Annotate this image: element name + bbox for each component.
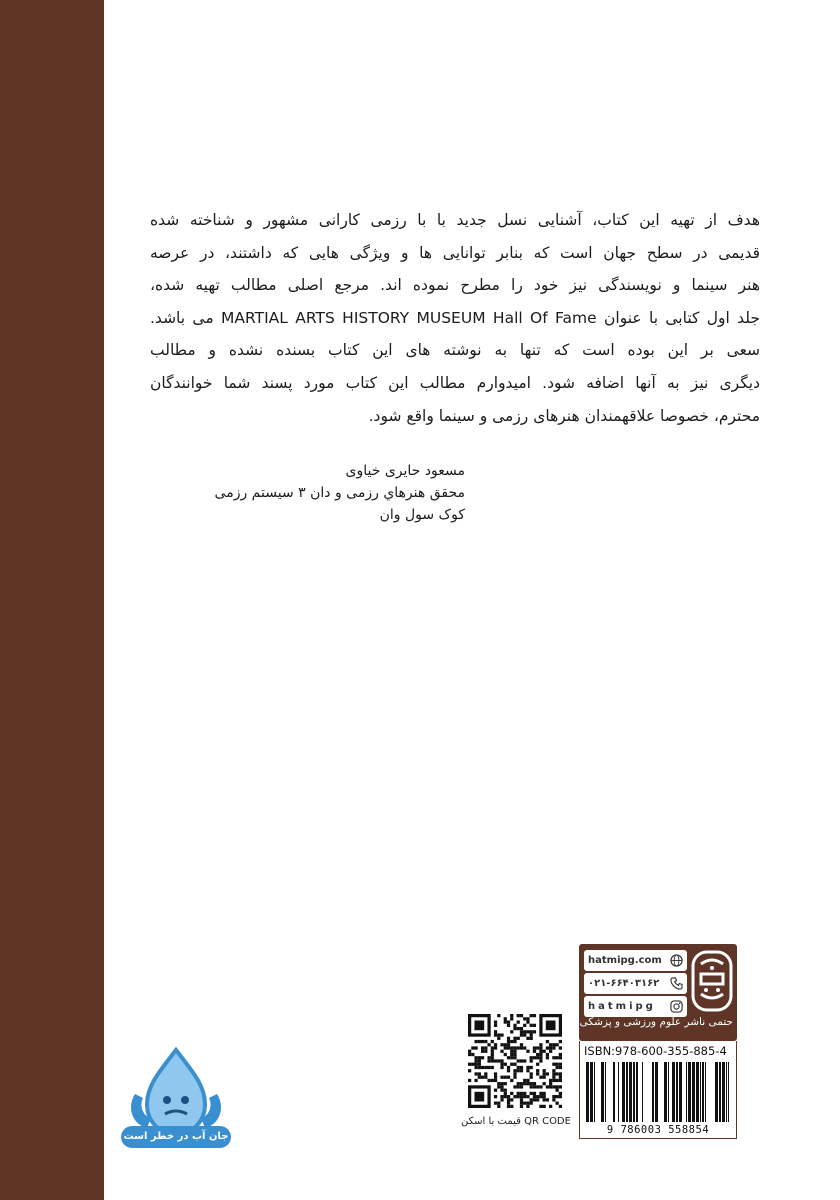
author-signature: [214, 460, 465, 526]
instagram-row: [584, 996, 687, 1017]
website-text[interactable]: hatmipg.com: [588, 955, 662, 966]
publisher-logo: [691, 950, 733, 1012]
author-style: کوک سول وان: [379, 507, 465, 523]
blurb-line: هنر سینما و نویسندگی نیز خود را مطرح نموده اند. مرجع اصلی مطالب تهیه شده،: [150, 276, 760, 295]
water-warning-badge: [117, 1046, 235, 1152]
barcode-number: 9 786003 558854: [606, 1124, 710, 1136]
blurb-line: دیگری نیز به آنها اضافه شود. امیدوارم مطالب این کتاب مورد پسند شما خوانندگان: [150, 373, 760, 392]
blurb-line: سعی بر این بوده است که تنها به نوشته های این کتاب بسنده نشده و مطالب: [150, 341, 760, 360]
author-title: محقق هنرهاي رزمی و دان ۳ سیستم رزمی: [214, 485, 465, 501]
isbn-barcode-block: [579, 1041, 737, 1139]
blurb-line: محترم، خصوصا علاقهمندان هنرهای رزمی و سینما واقع شود.: [368, 406, 760, 425]
instagram-icon: [670, 1000, 683, 1013]
publisher-tagline: حتمی ناشر علوم ورزشی و پزشکی: [579, 1016, 733, 1028]
barcode: [580, 1060, 736, 1124]
globe-icon: [670, 954, 683, 967]
isbn-label: ISBN:978-600-355-885-4: [584, 1044, 727, 1058]
qr-code[interactable]: [468, 1014, 562, 1108]
author-name: مسعود حایری خیاوی: [345, 463, 465, 479]
blurb-line: قدیمی در سطح جهان است که بنابر توانایی ها و ویژگی هایی که داشتند، در عرصه: [150, 243, 760, 262]
blurb-line: جلد اول کتابی با عنوان MARTIAL ARTS HISTORY MUSEUM Hall Of Fame می باشد.: [150, 308, 760, 327]
phone-row: [584, 973, 687, 994]
phone-text[interactable]: ۰۲۱-۶۶۴۰۳۱۶۲: [588, 978, 660, 989]
publisher-panel: [579, 944, 737, 1041]
badge-label: جان آب در خطر است: [123, 1131, 229, 1142]
qr-caption: قیمت با اسکن QR CODE: [461, 1116, 571, 1127]
book-spine: [0, 0, 104, 1200]
qr-code-block: [458, 1014, 574, 1127]
blurb-line: هدف از تهیه این کتاب، آشنایی نسل جدید با با رزمی کارانی مشهور و شناخته شده: [150, 211, 760, 229]
back-cover-blurb: [150, 204, 760, 432]
instagram-text[interactable]: hatmipg: [588, 1001, 656, 1012]
website-row: [584, 950, 687, 971]
publisher-logo-mark: [691, 950, 733, 1012]
phone-icon: [670, 977, 683, 990]
